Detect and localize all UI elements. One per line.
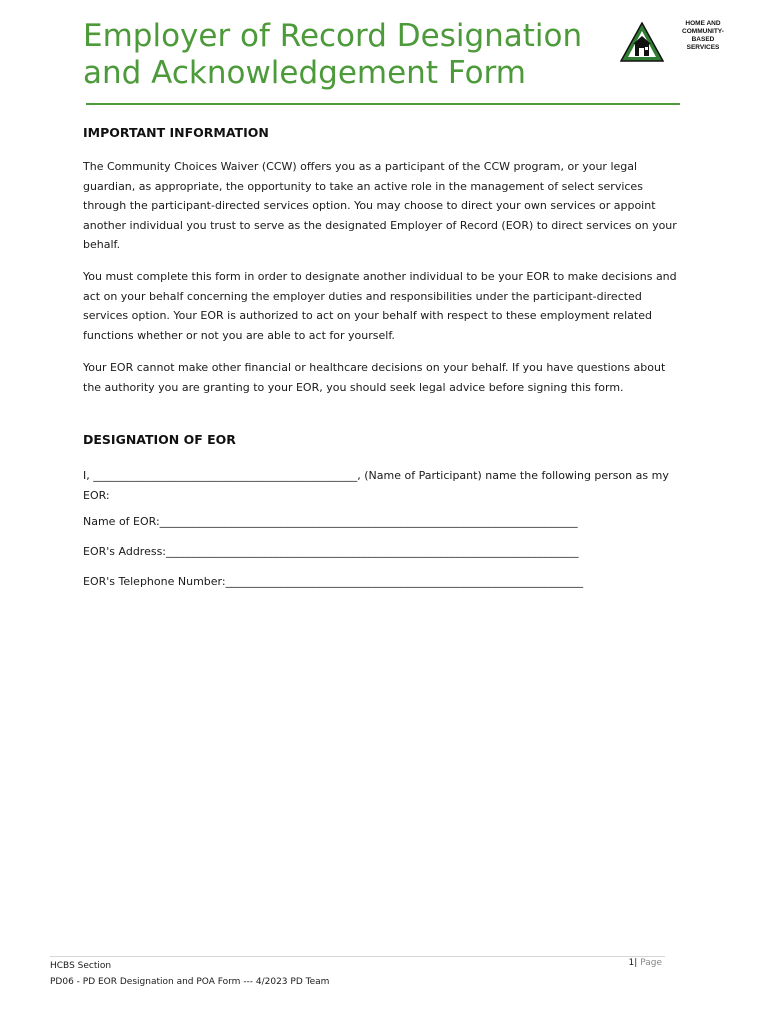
important-heading: IMPORTANT INFORMATION bbox=[83, 125, 269, 140]
page-number-value: 1 bbox=[628, 958, 635, 968]
footer-doc-id: PD06 - PD EOR Designation and POA Form --- 4/2023 PD Team bbox=[50, 977, 330, 987]
important-paragraph-2: You must complete this form in order to designate another individual to be your EOR to make decisions and act on your behalf concerning the employer duties and responsibilities under the participant-directed services option. Your EOR is authorized to act on your behalf with respect to these employment related functions whether or not you are able to act for yourself. bbox=[83, 270, 677, 342]
footer-divider bbox=[50, 956, 665, 957]
page-title bbox=[83, 18, 603, 92]
logo-wordmark: HOME AND COMMUNITY- BASED SERVICES bbox=[682, 20, 724, 51]
eor-name-field[interactable]: Name of EOR:____________________________________________________________________________ bbox=[83, 515, 578, 528]
important-paragraph-1: The Community Choices Waiver (CCW) offers you as a participant of the CCW program, or your legal guardian, as appropriate, the opportunity to take an active role in the management of select services through the participant-directed services option. You may choose to direct your own services or appoint another individual you trust to serve as the designated Employer of Record (EOR) to direct services on your behalf. bbox=[83, 160, 677, 251]
eor-telephone-field[interactable]: EOR's Telephone Number:_________________________________________________________________ bbox=[83, 575, 584, 588]
hcbs-logo bbox=[620, 20, 730, 64]
footer-info bbox=[50, 958, 329, 990]
participant-name-line[interactable]: I, ________________________________________________, (Name of Participant) name the following person as my EOR: bbox=[83, 469, 669, 502]
important-paragraph-3: Your EOR cannot make other financial or healthcare decisions on your behalf. If you have questions about the authority you are granting to your EOR, you should seek legal advice before signing this form. bbox=[83, 361, 666, 394]
title-line-1: Employer of Record Designation bbox=[83, 18, 583, 54]
page-number bbox=[629, 958, 662, 968]
title-divider bbox=[86, 103, 680, 105]
page-label: Page bbox=[640, 958, 662, 968]
designation-heading: DESIGNATION OF EOR bbox=[83, 432, 236, 447]
eor-address-field[interactable]: EOR's Address:___________________________________________________________________________ bbox=[83, 545, 579, 558]
title-line-2: and Acknowledgement Form bbox=[83, 55, 526, 91]
house-triangle-icon bbox=[620, 22, 664, 62]
page-separator: | bbox=[634, 958, 638, 968]
footer-section: HCBS Section bbox=[50, 961, 112, 971]
